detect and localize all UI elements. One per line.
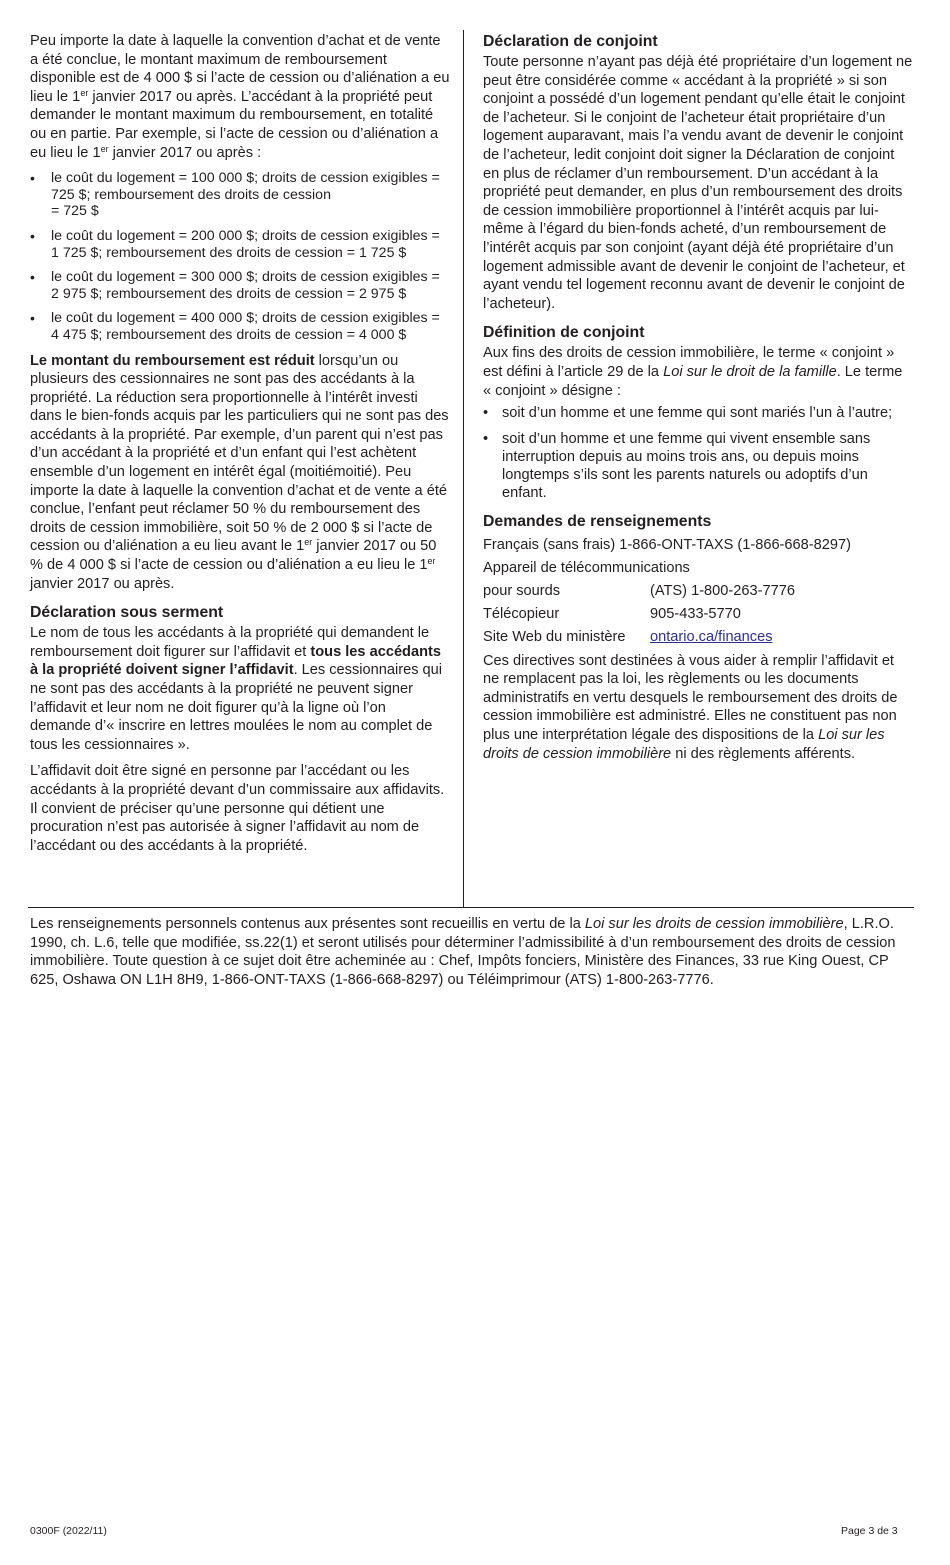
oath-heading: Déclaration sous serment — [30, 604, 224, 622]
privacy-notice: Les renseignements personnels contenus aux présentes sont recueillis en vertu de la Loi sur les droits de cession immobilière, L.R.O. 1990, ch. L.6, telle que modifiée, ss.22(1) et seront utilisés pour déterminer l’admissibilité à d’un remboursement des droits de cession immobilière. Toute question à ce sujet doit être acheminée au : Chef, Impôts fonciers, Ministère des Finances, 33 rue King Ouest, CP 625, Oshawa ON L1H 8H9, 1-866-ONT-TAXS (1-866-668-8297) ou Téléimprimour (ATS) 1-800-263-7776. — [30, 916, 896, 988]
right-column — [483, 32, 913, 763]
spouse-definition-heading: Définition de conjoint — [483, 324, 645, 342]
superscript: er — [304, 537, 313, 548]
list-item: • le coût du logement = 300 000 $; droits de cession exigibles = 2 975 $; remboursement des droits de cession = 2 975 $ — [30, 269, 450, 302]
example-list — [30, 170, 450, 343]
footer-divider — [28, 907, 914, 908]
column-divider — [463, 30, 464, 908]
disclaimer-paragraph: Ces directives sont destinées à vous aider à remplir l’affidavit et ne remplacent pas la loi, les règlements ou les documents administratifs en vertu desquels le remboursement des droits de cession immobilière est administré. Elles ne constituent pas non plus une interprétation légale des dispositions de la Loi sur les droits de cession immobilière ni des règlements afférents. — [483, 652, 898, 762]
list-item: • soit d’un homme et une femme qui vivent ensemble sans interruption depuis au moins trois ans, ou depuis moins longtemps s’ils sont les parents naturels ou adoptifs d’un enfant. — [483, 430, 913, 502]
web-row: Site Web du ministère ontario.ca/finances — [483, 629, 773, 646]
intro-paragraph — [30, 32, 450, 162]
page-number: Page 3 de 3 — [841, 1525, 898, 1537]
inquiries-heading: Demandes de renseignements — [483, 513, 712, 531]
left-column — [30, 32, 450, 855]
tdd-row: pour sourds (ATS) 1-800-263-7776 — [483, 583, 795, 600]
intro-text-3: janvier 2017 ou après : — [108, 144, 262, 161]
oath-paragraph-1: Le nom de tous les accédants à la propriété qui demandent le remboursement doit figurer sur l’affidavit et tous les accédants à la propriété doivent signer l’affidavit. Les cessionnaires qui ne sont pas des accédants à la propriété ne peuvent signer l’affidavit et leur nom ne doit figurer qu’à la ligne où l’on demande d’« inscrire en lettres moulées le nom au complet de tous les cessionnaires ». — [30, 625, 443, 753]
intro-text-1: Peu importe la date à laquelle la convention d’achat et de vente a été conclue, le montant maximum de remboursement disponible est de 4 000 $ si l’acte de cession ou d’aliénation a eu lieu le 1 — [30, 33, 450, 105]
spouse-declaration-heading: Déclaration de conjoint — [483, 33, 658, 50]
inquiries-french-line: Français (sans frais) 1-866-ONT-TAXS (1-866-668-8297) — [483, 537, 851, 554]
spouse-definition-paragraph: Aux fins des droits de cession immobilière, le terme « conjoint » est défini à l’article 29 de la Loi sur le droit de la famille. Le terme « conjoint » désigne : — [483, 345, 903, 399]
fax-number: 905-433-5770 — [650, 606, 741, 623]
spouse-declaration-paragraph: Toute personne n’ayant pas déjà été propriétaire d’un logement ne peut être considérée comme « accédant à la propriété » si son conjoint a possédé d’un logement pendant qu’elle était le conjoint de l’acheteur. Si le conjoint de l’acheteur était propriétaire d’un logement auparavant, mais l’a vendu avant de devenir le conjoint de l’acheteur, ledit conjoint doit signer la Déclaration de conjoint en plus de réclamer d’un remboursement. D’un accédant à la propriété peut demander, en plus d’un remboursement des droits de cession immobilière proportionnel à l’intérêt acquis par lui-même à l’égard du bien-fonds acheté, d’un remboursement de l’intérêt acquis par son conjoint (ayant déjà été propriétaire d’un logement admissible avant de devenir le conjoint de l’acheteur, et ayant vendu tel logement reconnu avant de devenir le conjoint de l’acheteur). — [483, 54, 913, 312]
intro-text-2: janvier 2017 ou après. L’accédant à la propriété peut demander le montant maximum du remboursement, en totalité ou en partie. Par exemple, si l’acte de cession ou d’aliénation a eu lieu le 1 — [30, 88, 439, 161]
tdd-number: (ATS) 1-800-263-7776 — [650, 583, 795, 600]
superscript: er — [100, 143, 109, 154]
ministry-website-link[interactable]: ontario.ca/finances — [650, 629, 773, 646]
superscript: er — [80, 87, 89, 98]
list-item: • soit d’un homme et une femme qui sont mariés l’un à l’autre; — [483, 404, 913, 422]
spouse-definition-list — [483, 404, 913, 502]
list-item: • le coût du logement = 200 000 $; droits de cession exigibles = 1 725 $; remboursement des droits de cession = 1 725 $ — [30, 228, 450, 261]
superscript: er — [427, 556, 436, 567]
example-tail: = 725 $ — [51, 203, 99, 220]
reduction-paragraph: Le montant du remboursement est réduit lorsqu’un ou plusieurs des cessionnaires ne sont pas des accédants à la propriété. La réduction sera proportionnelle à l’intérêt investi dans le bien-fonds acquis par les particuliers qui ne sont pas des accédants à la propriété. Par exemple, d’un parent qui n’est pas d’un accédant à la propriété et d’un enfant qui l’est achètent ensemble d’un logement en intérêt égal (moitiémoitié). Peu importe la date à laquelle la convention d’achat et de vente a été conclue, l’enfant peut réclamer 50 % du remboursement des droits de cession immobilière, soit 50 % de 2 000 $ si l’acte de cession ou d’aliénation a eu lieu avant le 1er janvier 2017 ou 50 % de 4 000 $ si l’acte de cession ou d’aliénation a eu lieu le 1er janvier 2017 ou après. — [30, 352, 449, 592]
inquiries-tdd-line: Appareil de télécommunications — [483, 560, 690, 577]
list-item: • le coût du logement = 400 000 $; droits de cession exigibles = 4 475 $; remboursement des droits de cession = 4 000 $ — [30, 310, 450, 343]
oath-paragraph-2: L’affidavit doit être signé en personne par l’accédant ou les accédants à la propriété devant d’un commissaire aux affidavits. Il convient de préciser qu’une personne qui détient une procuration n’est pas autorisée à signer l’affidavit au nom de l’accédant ou des accédants à la propriété. — [30, 763, 445, 854]
reduction-bold: Le montant du remboursement est réduit — [30, 352, 315, 369]
list-item: • le coût du logement = 100 000 $; droits de cession exigibles = 725 $; remboursement des droits de cession = 725 $ — [30, 170, 450, 220]
fax-row: Télécopieur 905-433-5770 — [483, 606, 741, 623]
form-number: 0300F (2022/11) — [30, 1525, 107, 1537]
